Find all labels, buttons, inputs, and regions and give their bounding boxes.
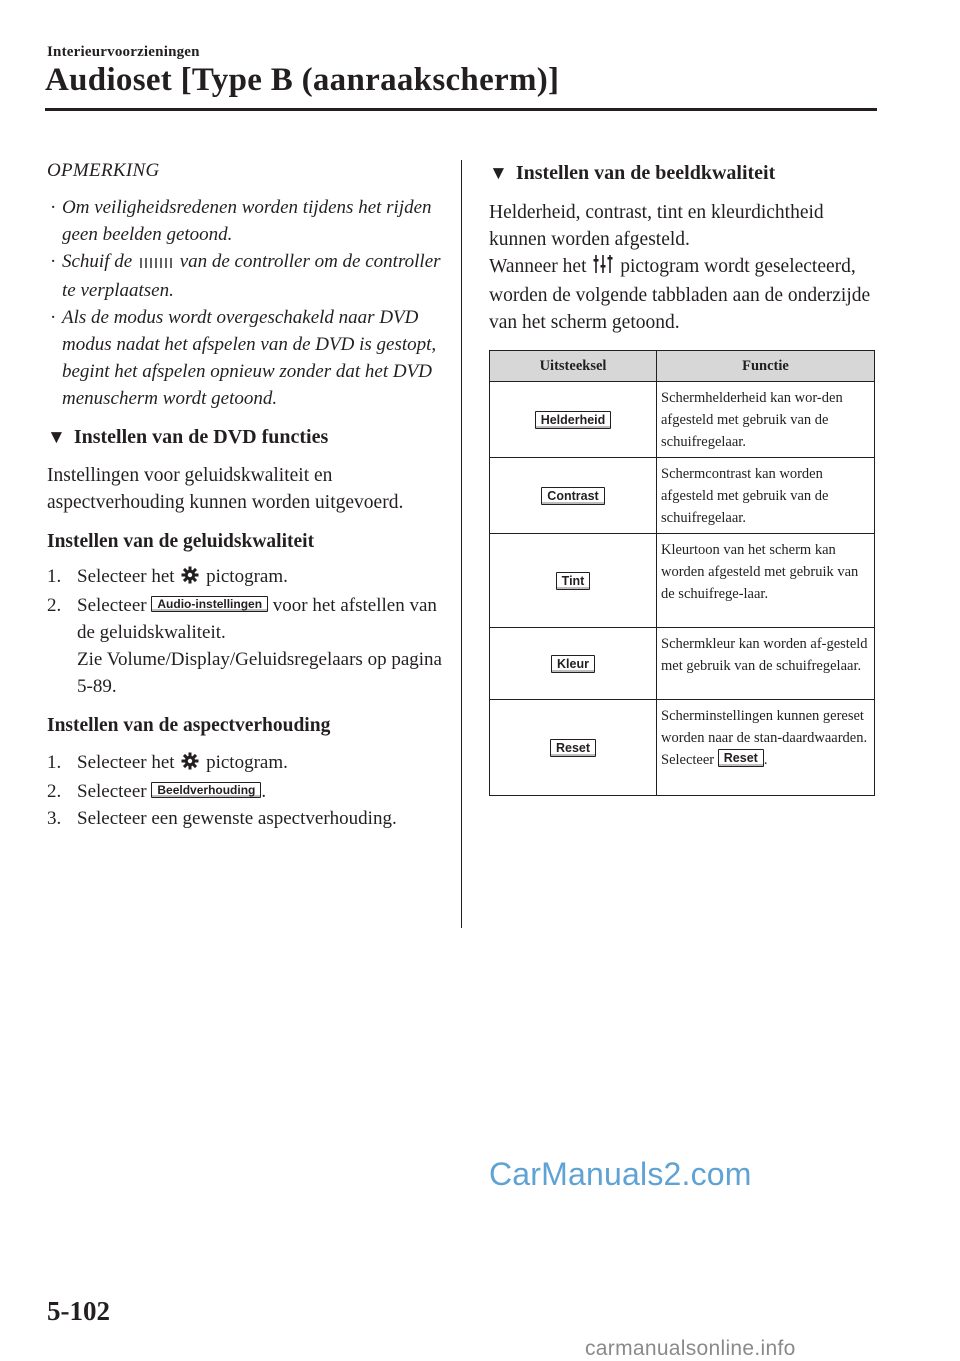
sound-steps <box>47 563 447 700</box>
intro-text: Wanneer het <box>489 256 587 277</box>
down-triangle-icon: ▼ <box>47 426 66 448</box>
intro-text: pictogram wordt geselecteerd, worden de volgende tabbladen aan de onderzijde van het scherm getoond. <box>489 256 871 333</box>
function-text: Scherminstellingen kunnen gereset worden naar de stan-daardwaarden. <box>661 708 868 746</box>
gear-icon <box>181 751 199 778</box>
step-number: 1. <box>47 752 62 773</box>
heading-text: Instellen van de DVD functies <box>73 426 329 448</box>
contrast-tab-button: Contrast <box>541 487 604 505</box>
dvd-section-heading <box>47 426 447 449</box>
note-list <box>47 194 447 412</box>
step-text: Selecteer <box>77 595 147 616</box>
table-row <box>490 628 875 700</box>
function-text: . <box>763 752 768 768</box>
column-divider <box>461 160 462 928</box>
step-text: pictogram. <box>206 566 288 587</box>
step-text: Selecteer een gewenste aspectverhouding. <box>77 808 397 829</box>
aspect-ratio-button: Beeldverhouding <box>151 782 261 798</box>
tab-cell <box>490 628 657 700</box>
color-tab-button: Kleur <box>551 655 595 673</box>
heading-text: Instellen van de beeldkwaliteit <box>515 162 776 184</box>
table-row <box>490 700 875 796</box>
step-item <box>47 749 447 778</box>
picture-intro: Helderheid, contrast, tint en kleurdichtheid kunnen worden afgesteld. <box>489 202 824 250</box>
down-triangle-icon: ▼ <box>489 162 508 184</box>
note-text: Om veiligheidsredenen worden tijdens het rijden geen beelden getoond. <box>62 197 432 245</box>
bullet-icon: · <box>50 307 57 328</box>
table-header-tab: Uitsteeksel <box>490 351 657 382</box>
sound-heading: Instellen van de geluidskwaliteit <box>47 531 315 552</box>
table-row <box>490 382 875 458</box>
title-rule <box>45 108 877 111</box>
reset-tab-button: Reset <box>550 739 596 757</box>
bullet-icon: · <box>50 251 57 272</box>
picture-section-heading <box>489 162 879 185</box>
function-text: Selecteer <box>661 752 715 768</box>
picture-settings-table <box>489 350 875 796</box>
step-item <box>47 778 447 805</box>
note-text: van de controller om de controller te verplaatsen. <box>62 251 441 301</box>
step-number: 1. <box>47 566 62 587</box>
dvd-intro: Instellingen voor geluidskwaliteit en aspectverhouding kunnen worden uitgevoerd. <box>47 465 404 513</box>
bullet-icon: · <box>50 197 57 218</box>
step-number: 2. <box>47 781 62 802</box>
tint-tab-button: Tint <box>556 572 591 590</box>
tab-cell <box>490 382 657 458</box>
aspect-heading: Instellen van de aspectverhouding <box>47 715 331 736</box>
note-heading: OPMERKING <box>47 160 160 181</box>
brightness-tab-button: Helderheid <box>535 411 612 429</box>
step-item <box>47 592 447 700</box>
step-text: . <box>261 781 267 802</box>
tab-cell <box>490 700 657 796</box>
right-column <box>489 160 879 796</box>
tab-cell <box>490 458 657 534</box>
page-number: 5-102 <box>47 1296 110 1326</box>
left-column <box>47 160 447 832</box>
step-reference: Zie Volume/Display/Geluidsregelaars op pagina 5-89. <box>77 649 442 697</box>
audio-settings-button: Audio-instellingen <box>151 596 268 612</box>
step-text: Selecteer het <box>77 752 175 773</box>
picture-intro-2 <box>489 253 879 336</box>
note-item <box>47 248 447 304</box>
step-number: 3. <box>47 808 62 829</box>
table-row <box>490 458 875 534</box>
step-number: 2. <box>47 595 62 616</box>
page-title: Audioset [Type B (aanraakscherm)] <box>45 62 560 98</box>
step-item <box>47 563 447 592</box>
aspect-steps <box>47 749 447 832</box>
adjust-sliders-icon <box>593 254 613 282</box>
note-text: Schuif de <box>62 251 133 272</box>
function-cell: Kleurtoon van het scherm kan worden afgesteld met gebruik van de schuifrege-laar. <box>657 534 875 628</box>
watermark-link[interactable]: CarManuals2.com <box>489 1156 752 1192</box>
note-text: Als de modus wordt overgeschakeld naar DVD modus nadat het afspelen van de DVD is gestopt, begint het afspelen opnieuw zonder dat het DVD menuscherm wordt getoond. <box>62 307 437 409</box>
reset-button: Reset <box>718 749 764 767</box>
step-text: Selecteer <box>77 781 147 802</box>
tab-cell <box>490 534 657 628</box>
step-item <box>47 805 447 832</box>
step-text: pictogram. <box>206 752 288 773</box>
table-header-row <box>490 351 875 382</box>
step-text: Selecteer het <box>77 566 175 587</box>
section-label: Interieurvoorzieningen <box>47 44 200 60</box>
gear-icon <box>181 565 199 592</box>
function-cell: Schermkleur kan worden af-gesteld met gebruik van de schuifregelaar. <box>657 628 875 700</box>
step-text: voor het afstellen van de geluidskwaliteit. <box>77 595 437 643</box>
table-header-function: Functie <box>657 351 875 382</box>
note-item <box>47 194 447 248</box>
function-cell <box>657 700 875 796</box>
footer-watermark[interactable]: carmanualsonline.info <box>585 1337 796 1360</box>
table-row <box>490 534 875 628</box>
note-item <box>47 304 447 412</box>
function-cell: Schermhelderheid kan wor-den afgesteld met gebruik van de schuifregelaar. <box>657 382 875 458</box>
function-cell: Schermcontrast kan worden afgesteld met gebruik van de schuifregelaar. <box>657 458 875 534</box>
slider-grip-icon <box>139 250 173 277</box>
